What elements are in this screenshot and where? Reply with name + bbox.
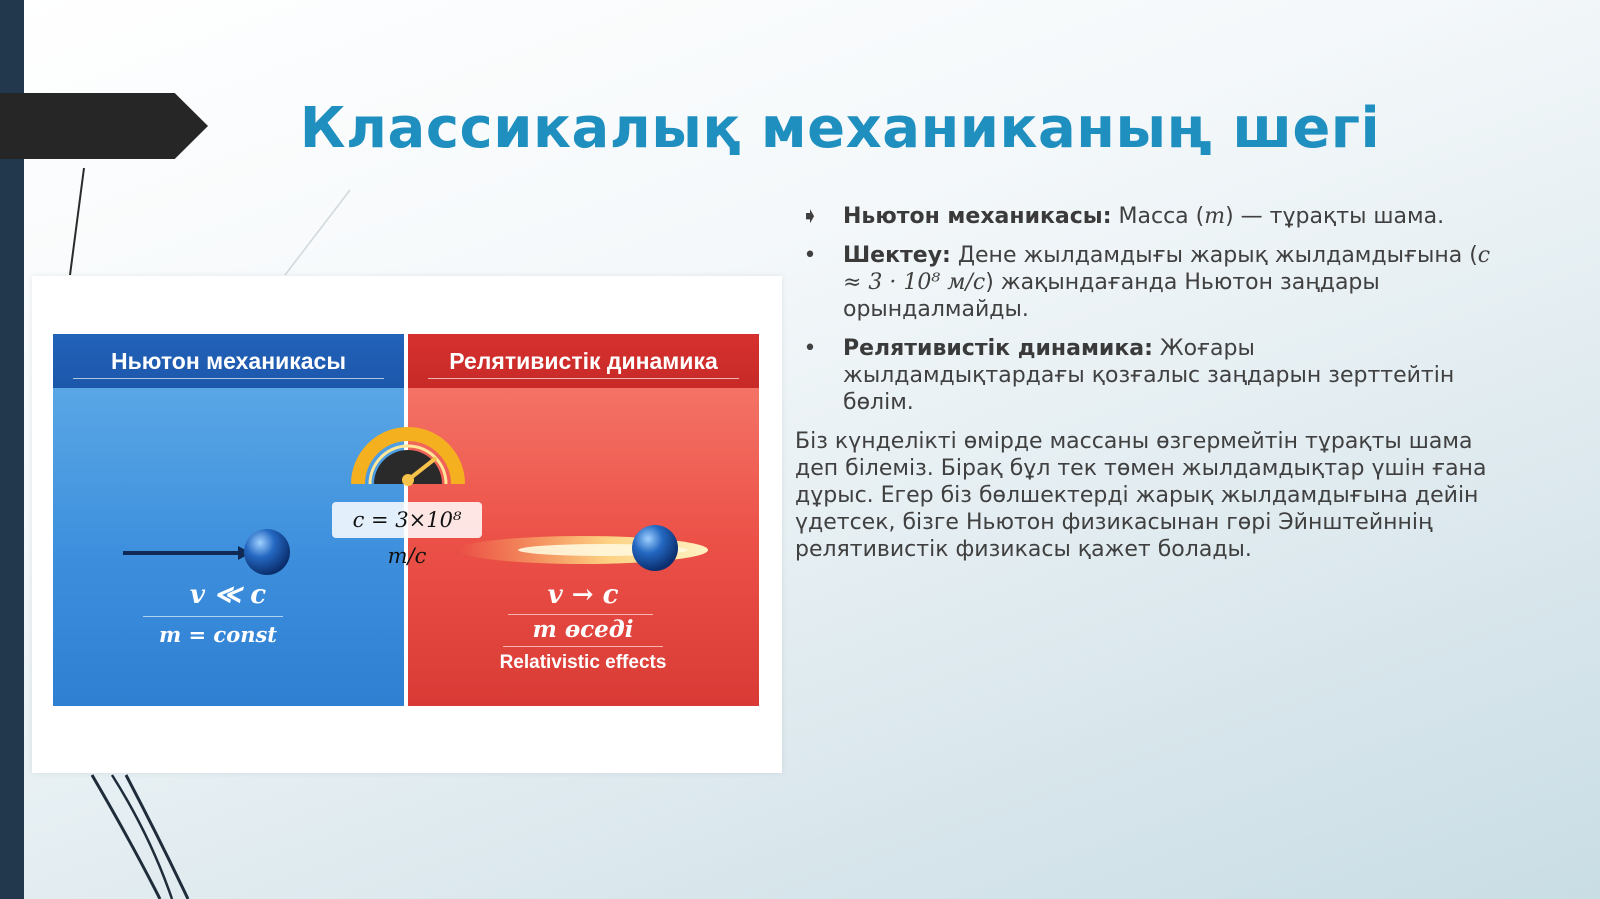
formula-separator: [143, 616, 283, 617]
relativistic-effects-caption: Relativistic effects: [499, 652, 667, 673]
slide-content: [795, 203, 1495, 563]
bullet-term: Шектеу:: [843, 243, 951, 268]
relativistic-mass-formula: m өседі: [532, 616, 634, 643]
slide-title: Классикалық механиканың шегі: [299, 96, 1381, 161]
bullet-item: [795, 242, 1495, 323]
bullet-item: [795, 335, 1495, 416]
newton-panel-header: Ньютон механикасы: [53, 334, 404, 388]
dot-bullet-icon: •: [803, 243, 817, 268]
bullet-text: Жоғары жылдамдықтардағы қозғалыс заңдарын зерттейтін бөлім.: [843, 336, 1455, 415]
bullet-text: Дене жылдамдығы жарық жылдамдығына (: [950, 243, 1478, 268]
bullet-math: c ≈ 3 · 10⁸ м/с: [843, 243, 1491, 295]
relativistic-panel-header: Релятивистік динамика: [408, 334, 759, 388]
dot-bullet-icon: •: [803, 336, 817, 361]
speedometer-icon: [348, 414, 468, 494]
bullet-text: ) — тұрақты шама.: [1225, 204, 1445, 229]
newton-speed-formula: v ≪ c: [189, 580, 267, 610]
bullet-item: [795, 203, 1495, 230]
newton-mass-formula: m = const: [158, 622, 278, 647]
light-speed-label: c = 3×10⁸ m/c: [332, 502, 482, 538]
formula-separator: [503, 646, 663, 647]
bullet-math: m: [1204, 204, 1226, 229]
explanation-paragraph: Біз күнделікті өмірде массаны өзгермейтін тұрақты шама деп білеміз. Бірақ бұл тек төмен жылдамдықтар үшін ғана дұрыс. Егер біз бөлшектерді жарық жылдамдығына дейін үдетсек, бізге Ньютон физикасынан гөрі Эйнштейннің релятивистік физикасы қажет болады.: [795, 429, 1487, 562]
bullet-term: Ньютон механикасы:: [843, 204, 1112, 229]
formula-separator: [508, 614, 653, 615]
arrow-bullet-icon: ➧: [800, 204, 820, 229]
relativistic-speed-formula: v → c: [547, 580, 619, 610]
bullet-term: Релятивистік динамика:: [843, 336, 1153, 361]
bullet-text: Масса (: [1111, 204, 1205, 229]
mechanics-comparison-figure: [32, 276, 782, 773]
bullet-text: ) жақындағанда Ньютон заңдары орындалмайды.: [843, 270, 1380, 322]
title-arrow-tab: [0, 93, 208, 159]
